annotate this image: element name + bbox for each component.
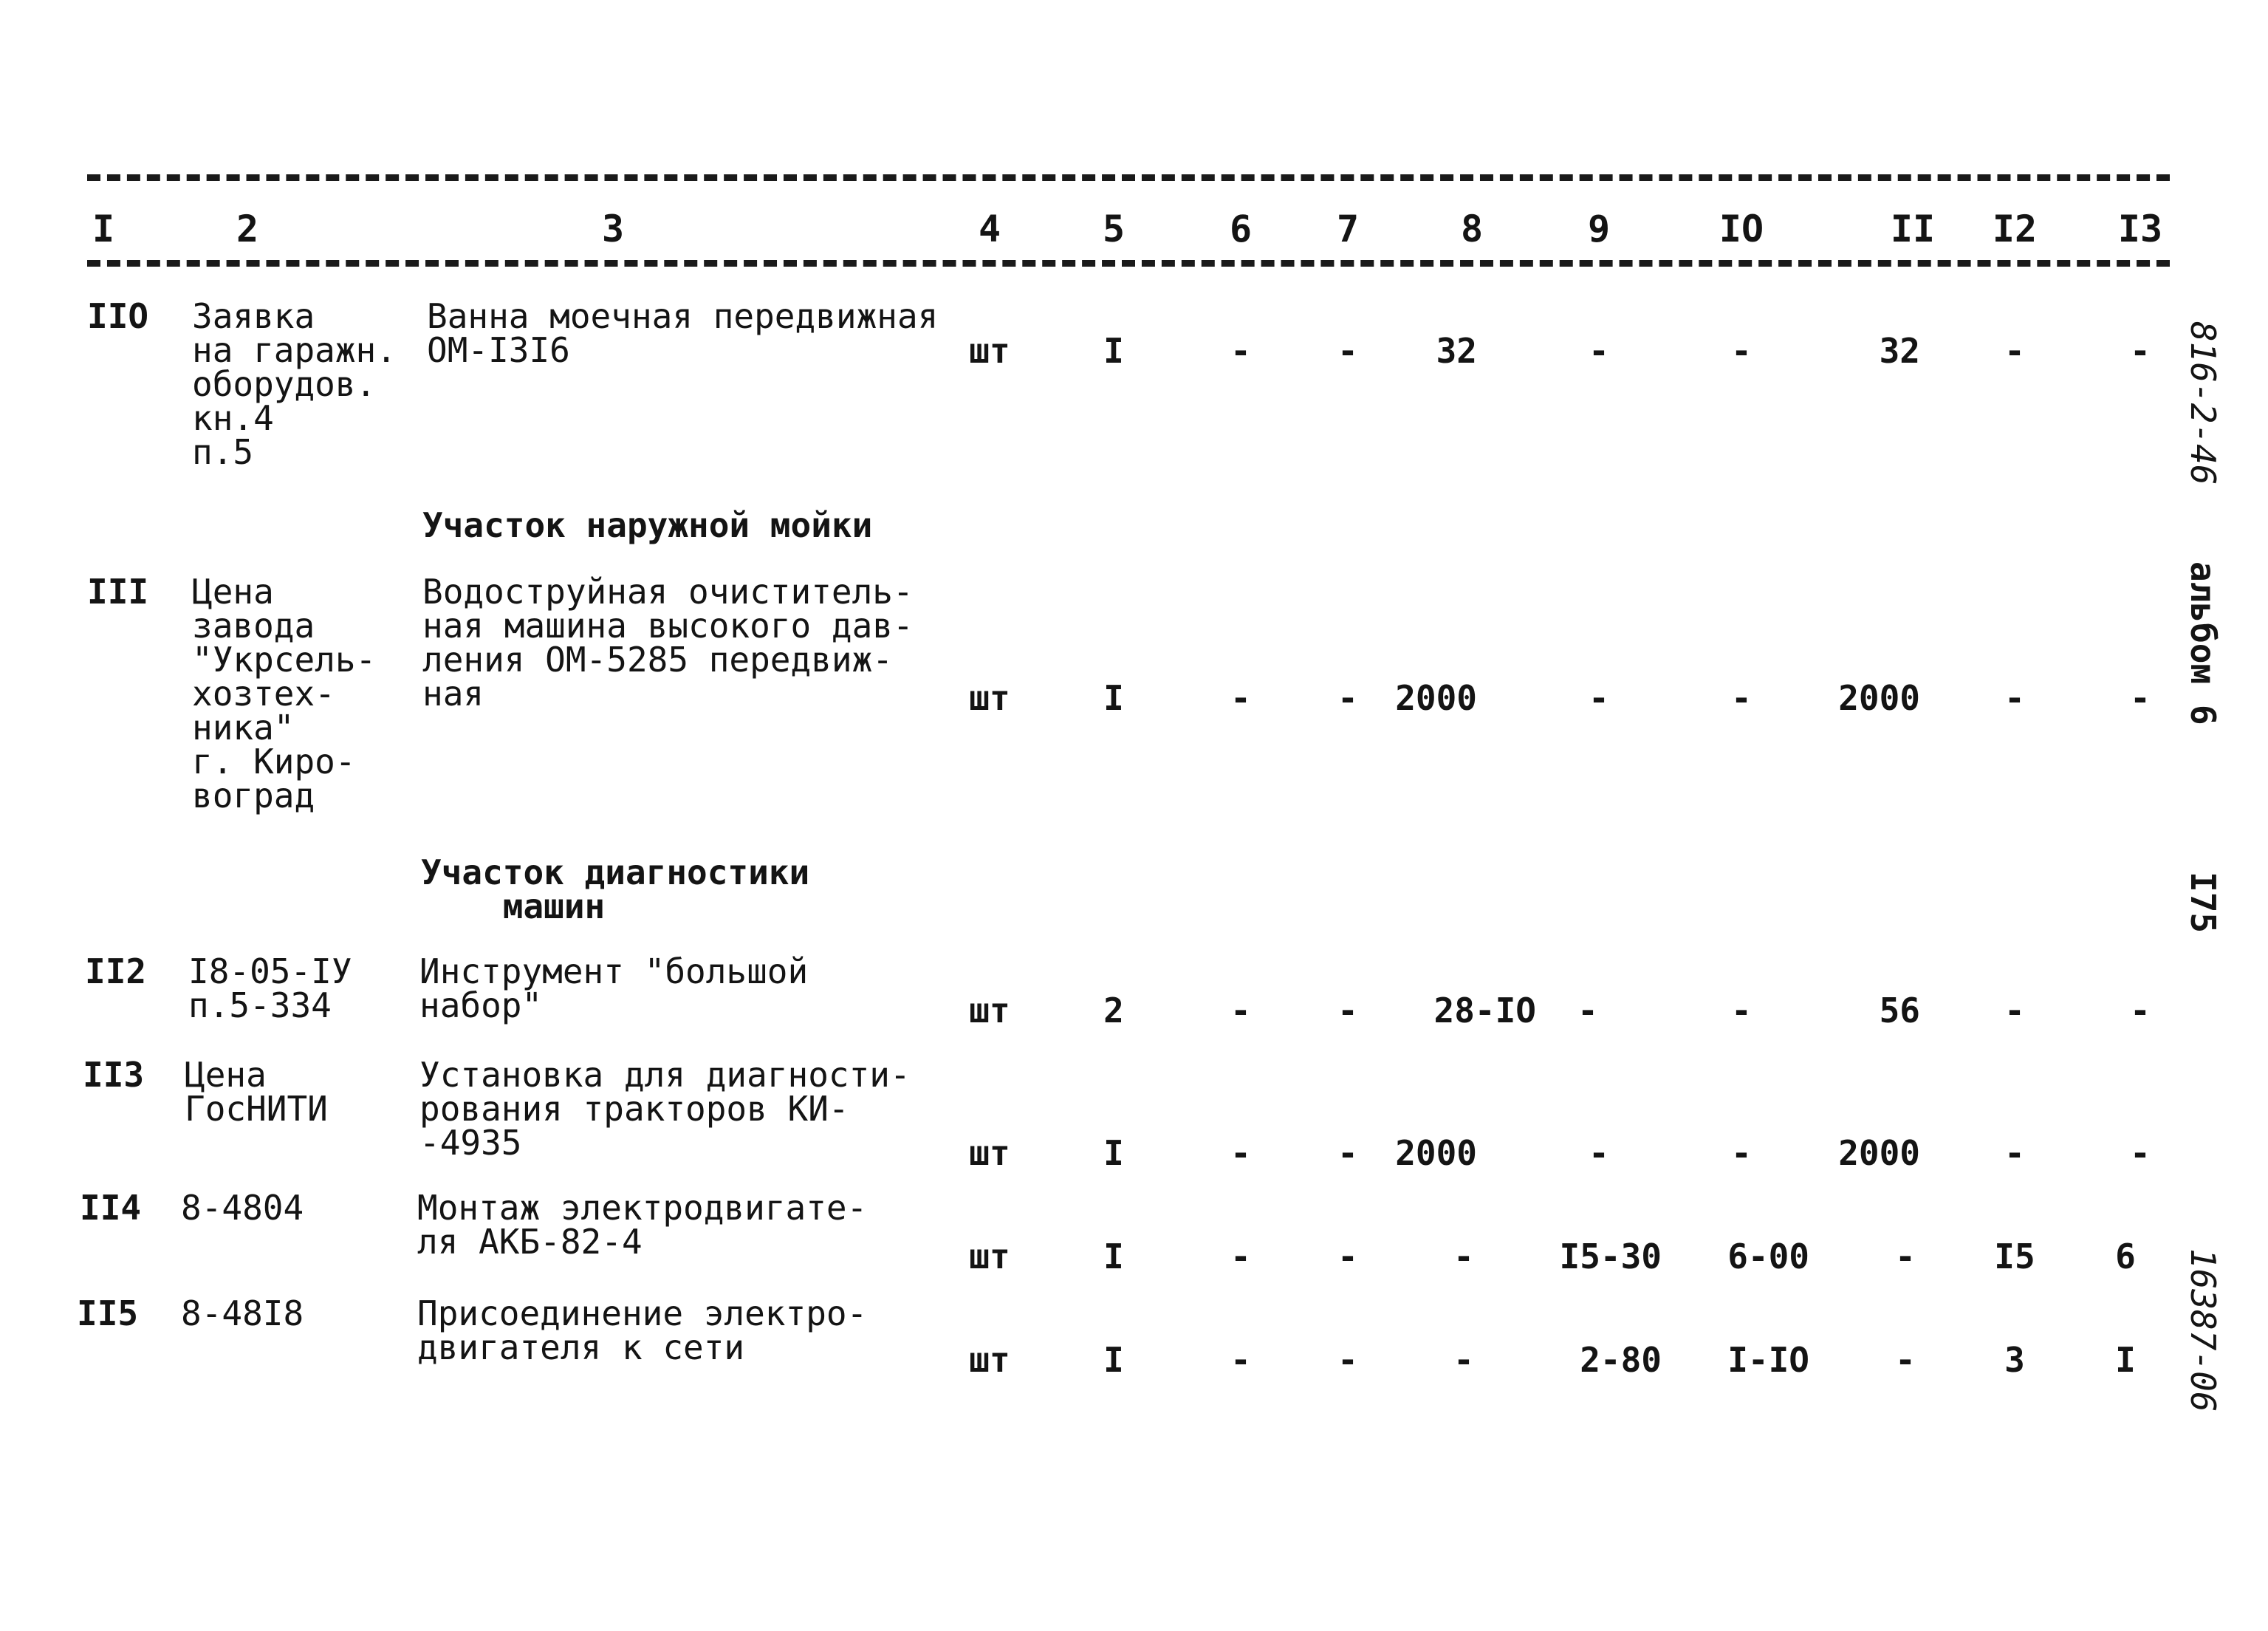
row-111-qty: I	[1103, 678, 1124, 718]
row-112-col9: -	[1577, 991, 1598, 1030]
row-114-col13: 6	[2115, 1237, 2136, 1276]
row-115-col6: -	[1230, 1340, 1251, 1380]
row-110-name: Ванна моечная передвижная ОМ-I3I6	[427, 296, 939, 370]
row-111-col12: -	[2004, 678, 2025, 718]
row-110-qty: I	[1103, 331, 1124, 371]
row-115-name: Присоединение электро- двигателя к сети	[417, 1293, 868, 1367]
margin-page-number: I75	[2183, 872, 2223, 934]
row-111-no: III	[87, 572, 149, 612]
row-113-col9: -	[1589, 1133, 1609, 1173]
margin-doc-code: 816-2-46	[2183, 321, 2223, 485]
header-bottom-rule	[87, 260, 2170, 267]
row-111-col13: -	[2130, 678, 2151, 718]
header-col-7: 7	[1336, 208, 1360, 250]
row-112-col6: -	[1230, 991, 1251, 1030]
row-112-name: Инструмент "большой набор"	[419, 951, 809, 1025]
row-113-col6: -	[1230, 1133, 1251, 1173]
row-111-col6: -	[1230, 678, 1251, 718]
row-114-col12: I5	[1994, 1237, 2035, 1276]
header-col-2: 2	[236, 208, 259, 250]
row-114-no: II4	[80, 1188, 142, 1228]
margin-album: альбом 6	[2183, 561, 2223, 725]
row-115-col9: 2-80	[1580, 1340, 1662, 1380]
margin-archive-number: 16387-06	[2183, 1248, 2223, 1412]
row-112-col12: -	[2004, 991, 2025, 1030]
row-113-no: II3	[83, 1055, 145, 1095]
header-col-13: I3	[2117, 208, 2163, 250]
row-110-col6: -	[1230, 331, 1251, 371]
row-115-qty: I	[1103, 1340, 1124, 1380]
row-113-col13: -	[2130, 1133, 2151, 1173]
row-115-unit: шт	[969, 1340, 1010, 1380]
header-col-1: I	[92, 208, 115, 250]
row-113-col7: -	[1337, 1133, 1358, 1173]
row-112-col10: -	[1731, 991, 1752, 1030]
row-115-col8: -	[1453, 1340, 1474, 1380]
row-114-source: 8-4804	[181, 1188, 304, 1228]
row-110-col11: 32	[1879, 331, 1920, 371]
header-col-10: IO	[1719, 208, 1764, 250]
row-113-col11: 2000	[1838, 1133, 1920, 1173]
row-114-unit: шт	[969, 1237, 1010, 1276]
row-111-col8: 2000	[1395, 678, 1477, 718]
row-114-col6: -	[1230, 1237, 1251, 1276]
row-114-qty: I	[1103, 1237, 1124, 1276]
section-diagnostics: Участок диагностики машин	[421, 852, 810, 926]
row-112-unit: шт	[969, 991, 1010, 1030]
header-top-rule	[87, 174, 2170, 181]
row-115-col10: I-IO	[1727, 1340, 1809, 1380]
row-110-col12: -	[2004, 331, 2025, 371]
header-col-11: II	[1890, 208, 1936, 250]
row-112-col11: 56	[1879, 991, 1920, 1030]
row-113-unit: шт	[969, 1133, 1010, 1173]
row-111-col7: -	[1337, 678, 1358, 718]
header-col-9: 9	[1587, 208, 1611, 250]
section-outdoor-wash: Участок наружной мойки	[422, 505, 873, 545]
row-114-col8: -	[1453, 1237, 1474, 1276]
row-113-name: Установка для диагности- рования тракторов КИ- -4935	[419, 1055, 911, 1163]
row-112-col7: -	[1337, 991, 1358, 1030]
row-112-qty: 2	[1103, 991, 1124, 1030]
row-110-source: Заявка на гаражн. оборудов. кн.4 п.5	[192, 296, 397, 472]
row-111-col9: -	[1589, 678, 1609, 718]
row-111-col11: 2000	[1838, 678, 1920, 718]
row-111-col10: -	[1731, 678, 1752, 718]
header-col-8: 8	[1460, 208, 1484, 250]
header-col-6: 6	[1229, 208, 1253, 250]
row-110-col10: -	[1731, 331, 1752, 371]
row-112-no: II2	[85, 951, 147, 991]
row-111-source: Цена завода "Укрсель- хозтех- ника" г. Киро- воград	[192, 572, 377, 816]
row-112-source: I8-05-IУ п.5-334	[188, 951, 352, 1025]
row-115-col7: -	[1337, 1340, 1358, 1380]
row-113-col8: 2000	[1395, 1133, 1477, 1173]
row-115-col11: -	[1895, 1340, 1916, 1380]
header-col-12: I2	[1992, 208, 2038, 250]
row-113-source: Цена ГосНИТИ	[185, 1055, 328, 1129]
row-115-col12: 3	[2004, 1340, 2025, 1380]
row-110-col8: 32	[1436, 331, 1477, 371]
row-114-col11: -	[1895, 1237, 1916, 1276]
row-110-col13: -	[2130, 331, 2151, 371]
row-114-name: Монтаж электродвигате- ля АКБ-82-4	[417, 1188, 868, 1262]
row-111-unit: шт	[969, 678, 1010, 718]
row-113-col12: -	[2004, 1133, 2025, 1173]
row-114-col9: I5-30	[1559, 1237, 1662, 1276]
row-113-qty: I	[1103, 1133, 1124, 1173]
row-113-col10: -	[1731, 1133, 1752, 1173]
header-col-5: 5	[1102, 208, 1126, 250]
row-112-col8: 28-IO	[1433, 991, 1536, 1030]
header-col-4: 4	[978, 208, 1001, 250]
row-115-no: II5	[77, 1293, 139, 1333]
row-112-col13: -	[2130, 991, 2151, 1030]
row-115-col13: I	[2115, 1340, 2136, 1380]
row-110-unit: шт	[969, 331, 1010, 371]
row-110-col9: -	[1589, 331, 1609, 371]
row-114-col7: -	[1337, 1237, 1358, 1276]
row-111-name: Водоструйная очиститель- ная машина высокого дав- ления ОМ-5285 передвиж- ная	[422, 572, 914, 714]
row-110-no: IIO	[87, 296, 149, 336]
row-115-source: 8-48I8	[181, 1293, 304, 1333]
row-114-col10: 6-00	[1727, 1237, 1809, 1276]
row-110-col7: -	[1337, 331, 1358, 371]
header-col-3: 3	[601, 208, 625, 250]
